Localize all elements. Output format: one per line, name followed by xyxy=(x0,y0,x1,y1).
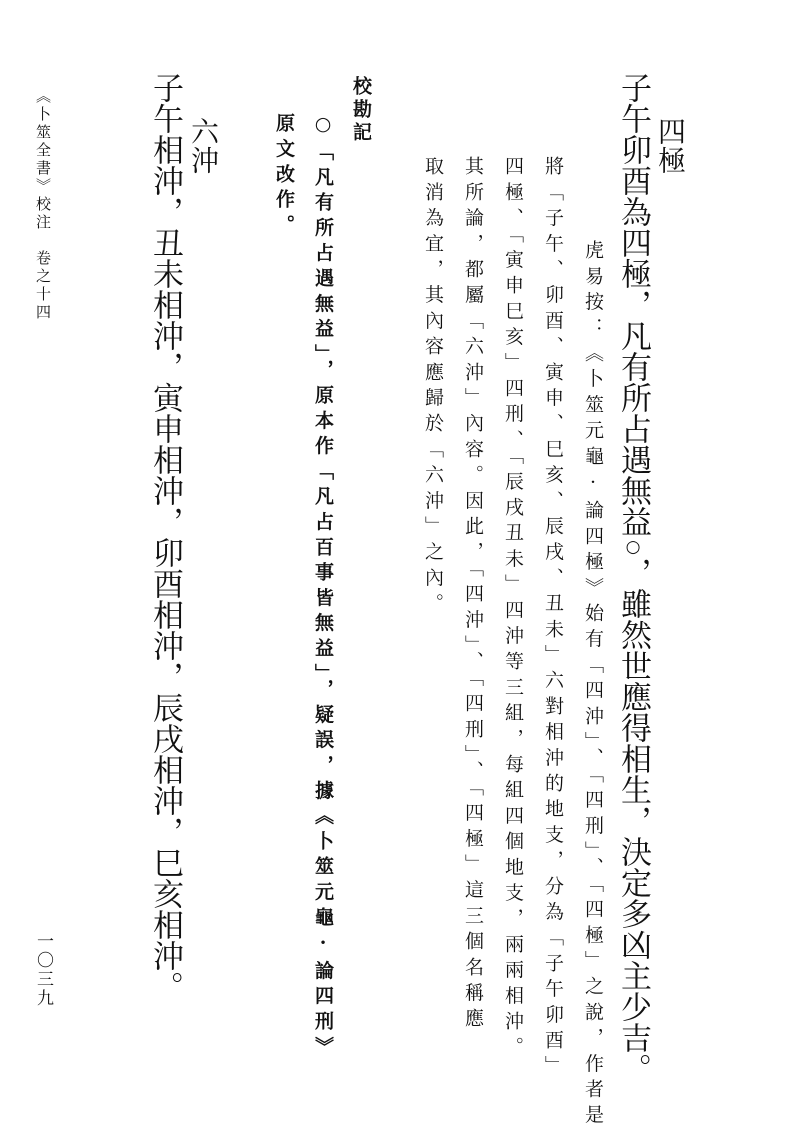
collation-note-line-1: ○「凡有所占遇無益」，原本作「凡占百事皆無益」，疑誤，據《卜筮元龜·論四刑》 xyxy=(312,113,334,1062)
commentary-line-1: 虎易按：《卜筮元龜·論四極》始有「四沖」、「四刑」、「四極」之說，作者是 xyxy=(582,240,604,1130)
collation-note-line-2: 原文改作。 xyxy=(273,113,295,240)
main-verse-siji xyxy=(616,72,649,1084)
main-verse-text: 子午卯酉為四極，凡有所占遇無益 xyxy=(615,72,651,537)
commentary-line-5: 取消為宜，其內容應歸於「六沖」之內。 xyxy=(422,156,444,619)
main-verse-liuchong: 子午相沖，丑未相沖，寅申相沖，卯酉相沖，辰戌相沖，巳亥相沖。 xyxy=(147,72,183,1002)
commentary-line-2: 將「子午、卯酉、寅申、巳亥、辰戌、丑未」六對相沖的地支，分為「子午卯酉」 xyxy=(542,156,564,1082)
note-marker: ○ xyxy=(623,537,643,557)
section-heading-siji: 四極 xyxy=(654,117,687,175)
section-heading-liuchong: 六沖 xyxy=(187,117,220,175)
commentary-line-4: 其所論，都屬「六沖」內容。因此，「四沖」、「四刑」、「四極」這三個名稱應 xyxy=(462,156,484,1034)
commentary-line-3: 四極、「寅申巳亥」四刑、「辰戌丑未」四沖等三組，每組四個地支，兩兩相沖。 xyxy=(502,156,524,1063)
running-header: 《卜筮全書》校注 卷之十四 xyxy=(34,88,52,322)
collation-title: 校勘記 xyxy=(350,76,372,145)
page-number: 一〇三九 xyxy=(33,932,53,1008)
main-verse-text-tail: ，雖然世應得相生，決定多凶主少吉。 xyxy=(615,557,651,1084)
